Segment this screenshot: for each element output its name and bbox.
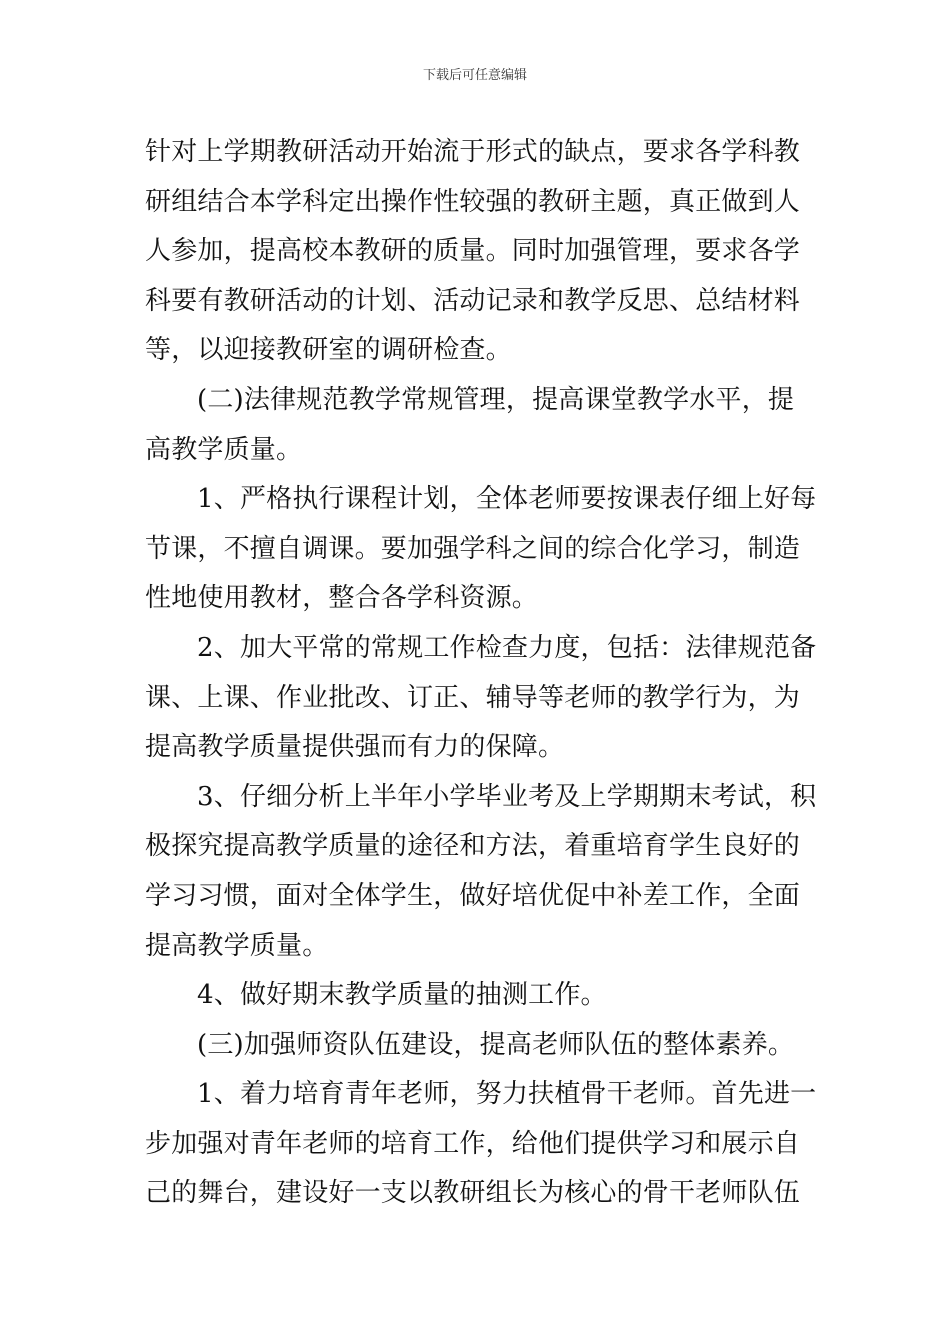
text-line: 性地使用教材，整合各学科资源。	[145, 583, 539, 614]
document-body	[145, 128, 817, 1219]
list-item-line: 1、严格执行课程计划，全体老师要按课表仔细上好每	[197, 484, 817, 515]
page-header-note: 下载后可任意编辑	[422, 68, 527, 83]
text-line: 课、上课、作业批改、订正、辅导等老师的教学行为，为	[145, 682, 801, 713]
text-line: 针对上学期教研活动开始流于形式的缺点，要求各学科教	[145, 137, 801, 167]
text-line: 提高教学质量。	[145, 930, 329, 961]
list-item-line: 1、着力培育青年老师，努力扶植骨干老师。首先进一	[197, 1079, 817, 1110]
text-line: 极探究提高教学质量的途径和方法，着重培育学生良好的	[145, 831, 801, 862]
section-heading-line: (二)法律规范教学常规管理，提高课堂教学水平，提	[197, 384, 795, 415]
text-line: 人参加，提高校本教研的质量。同时加强管理，要求各学	[145, 236, 801, 267]
text-line: 科要有教研活动的计划、活动记录和教学反思、总结材料	[145, 285, 801, 316]
section-heading-line: (三)加强师资队伍建设，提高老师队伍的整体素养。	[197, 1029, 795, 1060]
text-line: 学习习惯，面对全体学生，做好培优促中补差工作，全面	[145, 880, 801, 911]
list-item-line: 3、仔细分析上半年小学毕业考及上学期期末考试，积	[197, 781, 817, 812]
text-line: 研组结合本学科定出操作性较强的教研主题，真正做到人	[145, 186, 801, 217]
text-line: 己的舞台，建设好一支以教研组长为核心的骨干老师队伍	[145, 1178, 801, 1209]
text-line: 等，以迎接教研室的调研检查。	[145, 335, 512, 366]
list-item-line: 4、做好期末教学质量的抽测工作。	[197, 980, 607, 1011]
list-item-line: 2、加大平常的常规工作检查力度，包括：法律规范备	[197, 632, 817, 663]
text-line: 高教学质量。	[145, 434, 303, 465]
text-line: 步加强对青年老师的培育工作，给他们提供学习和展示自	[145, 1128, 801, 1159]
text-line: 提高教学质量提供强而有力的保障。	[145, 732, 565, 763]
text-line: 节课，不擅自调课。要加强学科之间的综合化学习，制造	[145, 533, 801, 564]
